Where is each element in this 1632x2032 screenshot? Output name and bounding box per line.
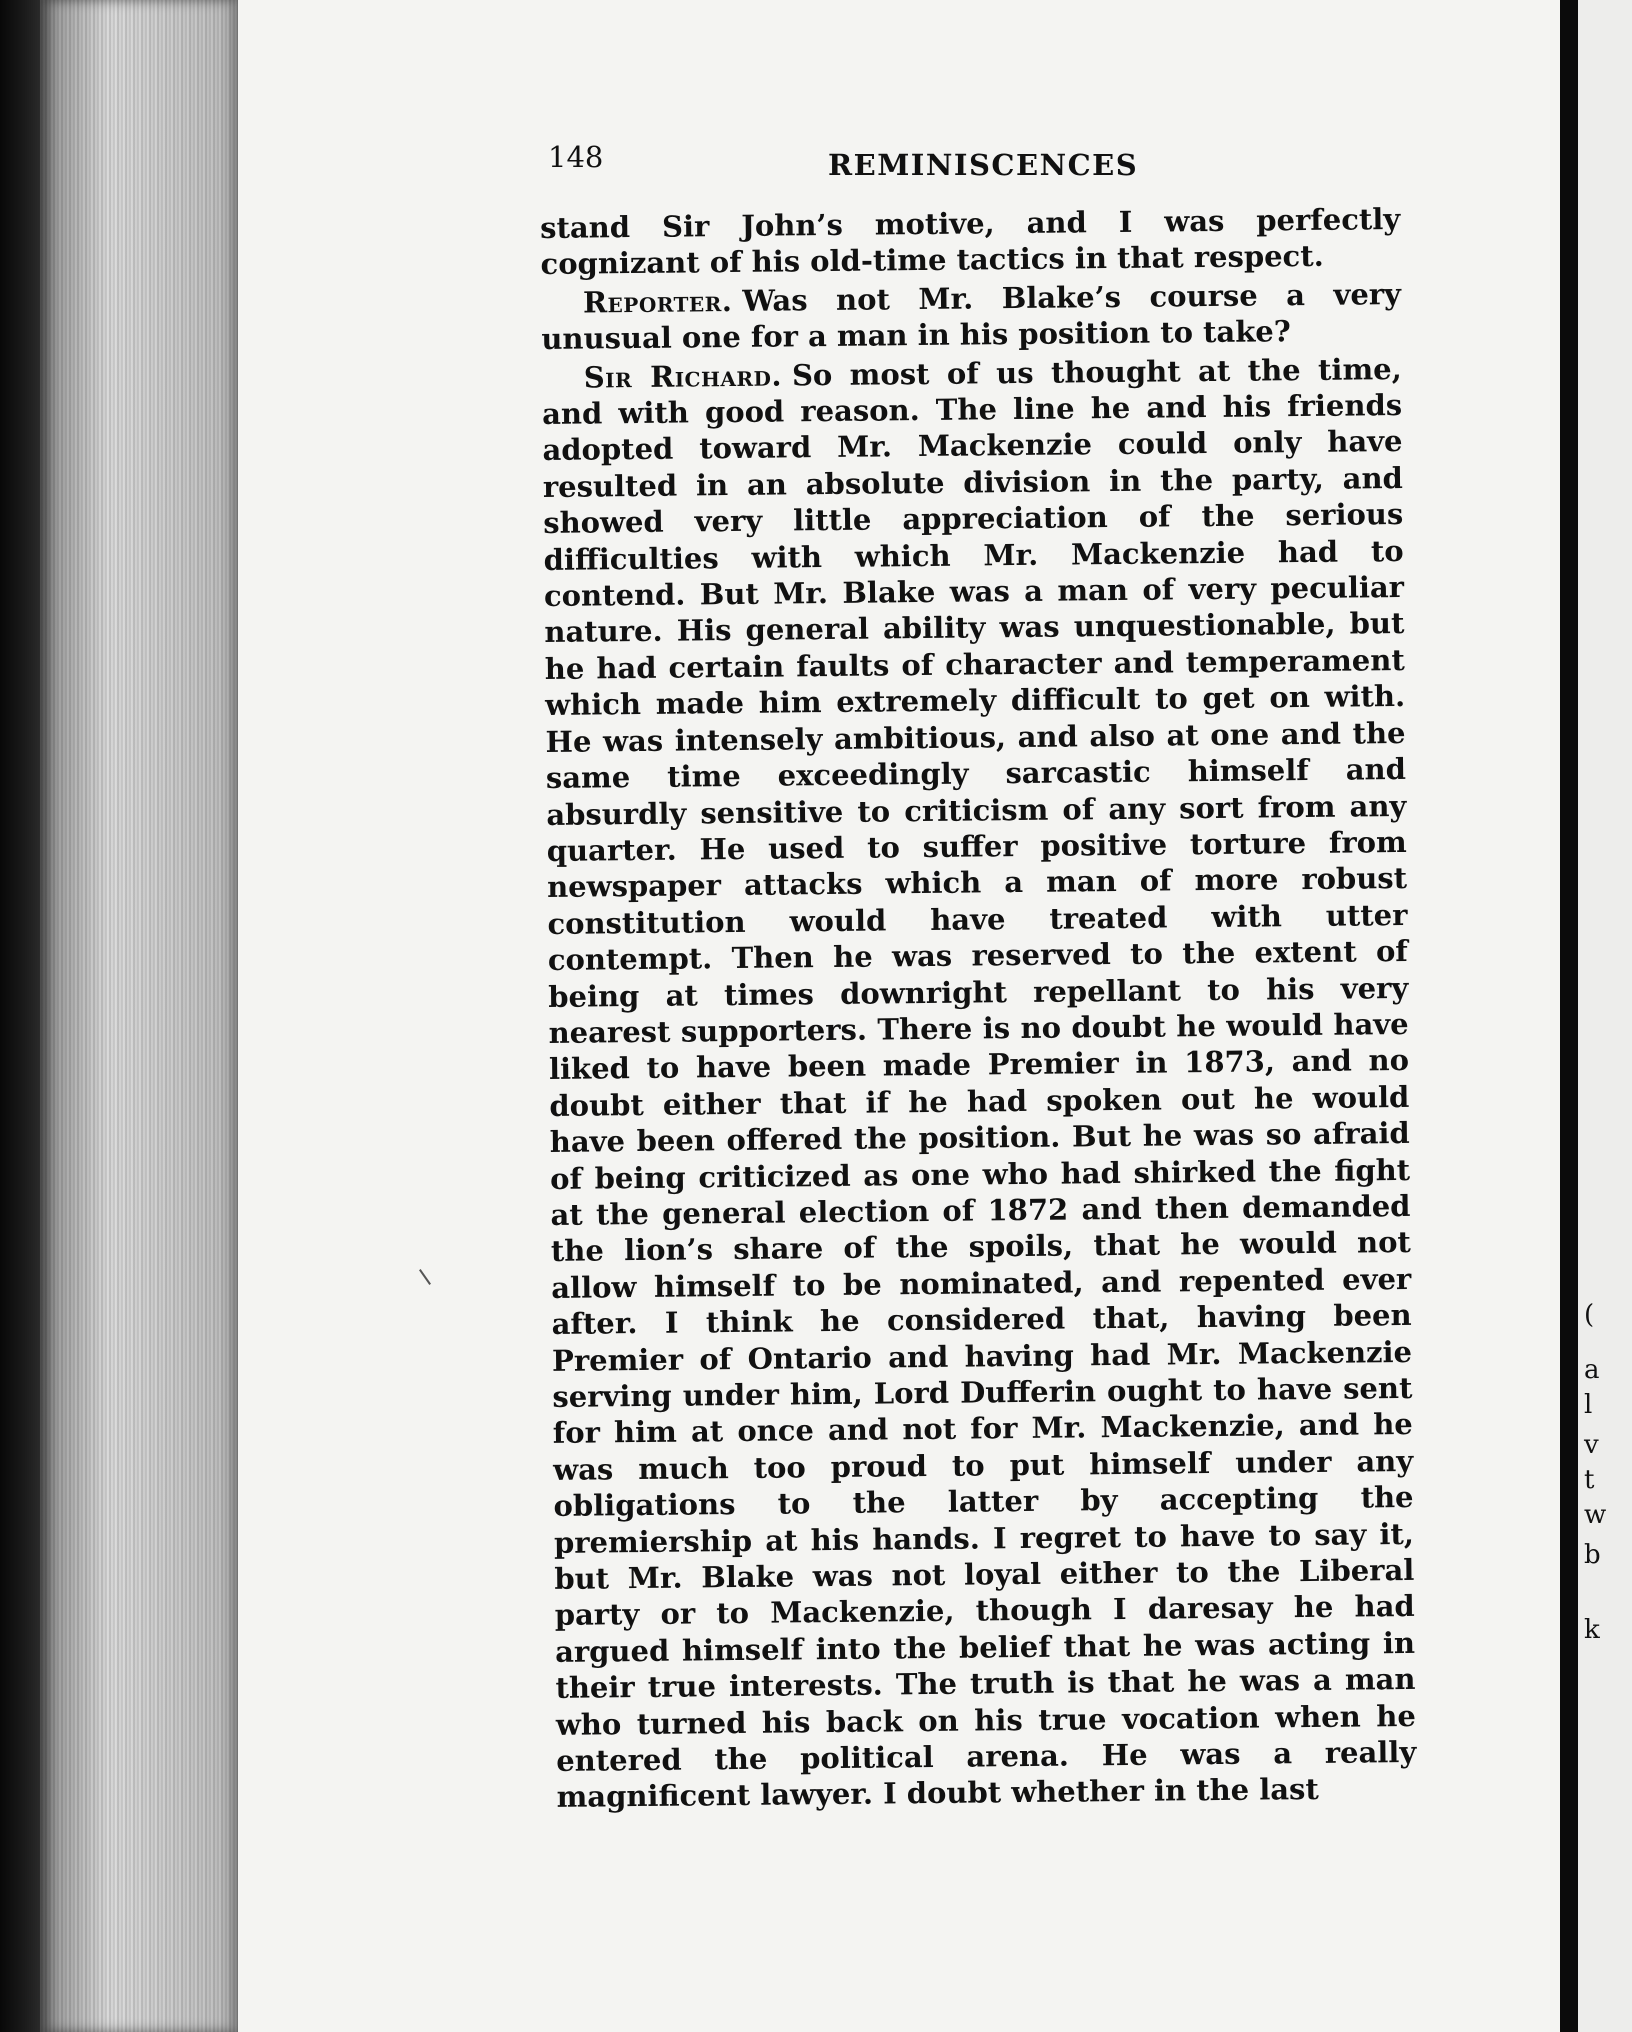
page-header bbox=[548, 140, 1408, 184]
facing-page bbox=[1578, 0, 1632, 2032]
running-head: REMINISCENCES bbox=[828, 148, 1139, 182]
page-number: 148 bbox=[548, 140, 604, 174]
facing-page-fragment: l bbox=[1584, 1390, 1593, 1420]
facing-page-fragment: t bbox=[1584, 1465, 1595, 1495]
paragraph bbox=[541, 276, 1402, 358]
book-spine bbox=[0, 0, 40, 2032]
paragraph-text: stand Sir John’s motive, and I was perfectly cognizant of his old-time tactics in that respect. bbox=[540, 201, 1401, 282]
facing-page-fragment: w bbox=[1584, 1500, 1607, 1530]
speaker-label: Reporter. bbox=[582, 283, 733, 320]
page-edges bbox=[40, 0, 240, 2032]
facing-page-fragment: k bbox=[1584, 1615, 1600, 1645]
facing-page-fragment: b bbox=[1584, 1540, 1601, 1570]
body-text bbox=[540, 201, 1417, 1816]
paragraph-text: Was not Mr. Blake’s course a very unusual one for a man in his position to take? bbox=[541, 276, 1402, 357]
book-gutter bbox=[1560, 0, 1578, 2032]
speaker-label: Sir Richard. bbox=[583, 358, 783, 395]
facing-page-fragment: a bbox=[1584, 1355, 1600, 1385]
paragraph bbox=[540, 201, 1401, 283]
paragraph bbox=[542, 351, 1417, 1816]
paragraph-text: So most of us thought at the time, and with good reason. The line he and his friends adopted toward Mr. Mackenzie could only have resulted in an absolute division in the party, and showed very little appreciation of the serious difficulties with which Mr. Mackenzie had to contend. But Mr. Blake was a man of very peculiar nature. His general ability was unquestionable, but he had certain faults of character and temperament which made him extremely difficult to get on with. He was intensely ambitious, and also at one and the same time exceedingly sarcastic himself and absurdly sensitive to criticism of any sort from any quarter. He used to suffer positive torture from newspaper attacks which a man of more robust constitution would have treated with utter contempt. Then he was reserved to the extent of being at times downright repellant to his very nearest supporters. There is no doubt he would have liked to have been made Premier in 1873, and no doubt either that if he had spoken out he would have been offered the position. But he was so afraid of being criticized as one who had shirked the fight at the general election of 1872 and then demanded the lion’s share of the spoils, that he would not allow himself to be nominated, and repented ever after. I think he considered that, having been Premier of Ontario and having had Mr. Mackenzie serving under him, Lord Dufferin ought to have sent for him at once and not for Mr. Mackenzie, and he was much too proud to put himself under any obligations to the latter by accepting the premiership at his hands. I regret to have to say it, but Mr. Blake was not loyal either to the Liberal party or to Mackenzie, though I daresay he had argued himself into the belief that he was acting in their true interests. The truth is that he was a man who turned his back on his true vocation when he entered the political arena. He was a really magnificent lawyer. I doubt whether in the last bbox=[541, 351, 1417, 1815]
facing-page-fragment: v bbox=[1584, 1430, 1599, 1460]
facing-page-fragment: ( bbox=[1584, 1300, 1595, 1330]
